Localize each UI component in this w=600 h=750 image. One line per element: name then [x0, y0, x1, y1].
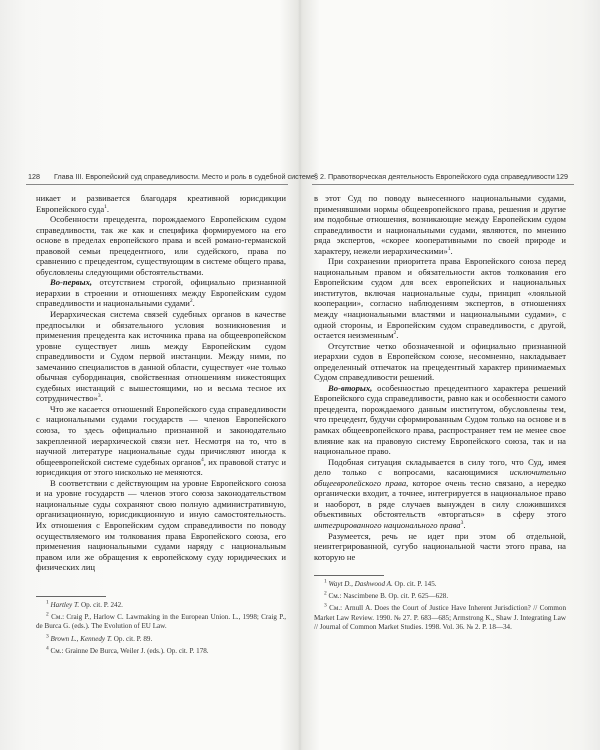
left-footnote-rule: [36, 596, 106, 597]
footnote: $^2$ См.: Nascimbene B. Op. cit. P. 625—628.: [324, 590, 449, 601]
right-running-header: [312, 170, 574, 185]
paragraph: Во-вторых, особенностью прецедентного характера решений Европейского суда справедливости, равно как и особенности самого прецедента, порождаемого данным институтом, обусловлены тем, что прецедент, будучи сформированным Судом только на основе и в рамках общеевропейского права, распространяет тем не менее свое влияние как на правовую систему Европейского союза, так и на национальное право.: [314, 382, 566, 457]
footnote: $^4$ См.: Grainne De Burca, Weiler J. (eds.). Op. cit. P. 178.: [46, 645, 209, 655]
paragraph: Иерархическая система связей судебных органов в качестве предпосылки и обязательного условия возникновения и применения прецедента как источника права на общеевропейском уровне существует лишь между Европейским судом справедливости и Судом первой инстанции. Между ними, по замечанию специалистов в данной области, существует «не только обычная субординация, свойственная отношениям нижестоящих судебных инстанций с вышестоящими, но и весьма тесное их сотрудничество»$^3$.: [36, 309, 286, 404]
paragraph: Особенности прецедента, порождаемого Европейским судом справедливости, так же как и специфика формируемого на его основе в пределах европейского права и всей романо-германской правовой семьи прецедентного, или судейского, права по сравнению с прецедентом, существующим в системе общего права, обусловлены следующими обстоятельствами.: [36, 214, 286, 277]
footnote: $^1$ Hartley T. Op. cit. P. 242.: [46, 599, 123, 609]
paragraph: Отсутствие четко обозначенной и официально признанной иерархии судов в Европейском союзе, несомненно, накладывает определенный отпечаток на прецедентный характер принимаемых Судом справедливости решений.: [314, 340, 566, 383]
left-running-header: [26, 170, 315, 185]
right-page: [300, 0, 600, 750]
footnote: $^1$ Wayt D., Dashwood A. Op. cit. P. 145.: [324, 578, 437, 588]
footnote: $^3$ См.: Arnull A. Does the Court of Justice Have Inherent Jurisdiction? // Common Market Law Review. 1990. № 27. P. 683—685; Armstrong K., Shaw J. Integrating Law // Journal of Common Market Studies. 1998. Vol. 36. № 2. P. 18—34.: [314, 603, 566, 631]
paragraph: При сохранении приоритета права Европейского союза перед национальным правом и обязательности актов толкования его Европейским судом для всех европейских и национальных институтов, включая национальные суды, принцип «лояльной кооперации», согласно наблюдениям экспертов, в отношениях между «национальными властями и национальными судами», с одной стороны, и Европейским судом справедливости, с другой, остается неизменным$^2$.: [314, 256, 566, 341]
paragraph: в этот Суд по поводу вынесенного национальными судами, применявшими нормы общеевропейского права, решения и другие им подобные отношения, возникающие между Европейским судом справедливости и национальными судами, являются, по мнению ряда экспертов, «скорее кооперативными по своей природе и характеру, нежели иерархическими»$^1$.: [314, 193, 566, 256]
paragraph: В соответствии с действующим на уровне Европейского союза и на уровне государств — членов этого союза законодательством национальные суды сохраняют свою полную административную, организационную, юрисдикционную и иную самостоятельность. Их отношения с Европейским судом справедливости по поводу осуществляемого им толкования права Европейского союза, его применения национальными судами наряду с национальным правом или же обращения к европейскому суду юридических и физических лиц: [36, 477, 286, 573]
paragraph: Что же касается отношений Европейского суда справедливости с национальными судами государств — членов Европейского союза, то здесь официально признанной и законодательно закрепленной иерархической связи нет. Несмотря на то, что в научной литературе национальные суды причисляют иногда к общеевропейской системе судебных органов$^4$, их правовой статус и юрисдикция от этого нисколько не меняются.: [36, 403, 286, 478]
right-page-number: 129: [556, 172, 568, 181]
left-page-number: 128: [28, 172, 40, 181]
paragraph: Разумеется, речь не идет при этом об отдельной, неинтегрированной, сугубо национальной части этого права, на которую не: [314, 530, 566, 562]
right-body-text: [314, 193, 566, 562]
right-footnotes: [314, 580, 566, 635]
footnote: $^2$ См.: Craig P., Harlow C. Lawmaking in the European Union. L., 1998; Craig P., de Burca G. (eds.). The Evolution of EU Law.: [36, 611, 286, 631]
footnote: $^3$ Brown L., Kennedy T. Op. cit. P. 89.: [46, 633, 153, 643]
paragraph: Подобная ситуация складывается в силу того, что Суд, имея дело только с вопросами, касающимися исключительно общеевропейского права, которое очень тесно связано, а нередко органически входит, а точнее, интегрируется в национальное право и наоборот, в ряде случаев вынужден в силу сложившихся объективных обстоятельств «вторгаться» в сферу этого интегрированного национального права$^3$.: [314, 456, 567, 530]
right-footnote-rule: [314, 575, 384, 576]
paragraph: никает и развивается благодаря креативной юрисдикции Европейского суда$^1$.: [36, 193, 286, 214]
left-footnotes: [36, 601, 286, 659]
left-body-text: [36, 193, 286, 573]
paragraph: Во-первых, отсутствием строгой, официально признанной иерархии в строении и отношениях между Европейским судом справедливости и национальными судами$^2$.: [36, 277, 286, 309]
right-running-head-title: § 2. Правотворческая деятельность Европейского суда справедливости: [314, 172, 555, 181]
left-running-head-title: Глава III. Европейский суд справедливости. Место и роль в судебной системе: [54, 172, 315, 181]
